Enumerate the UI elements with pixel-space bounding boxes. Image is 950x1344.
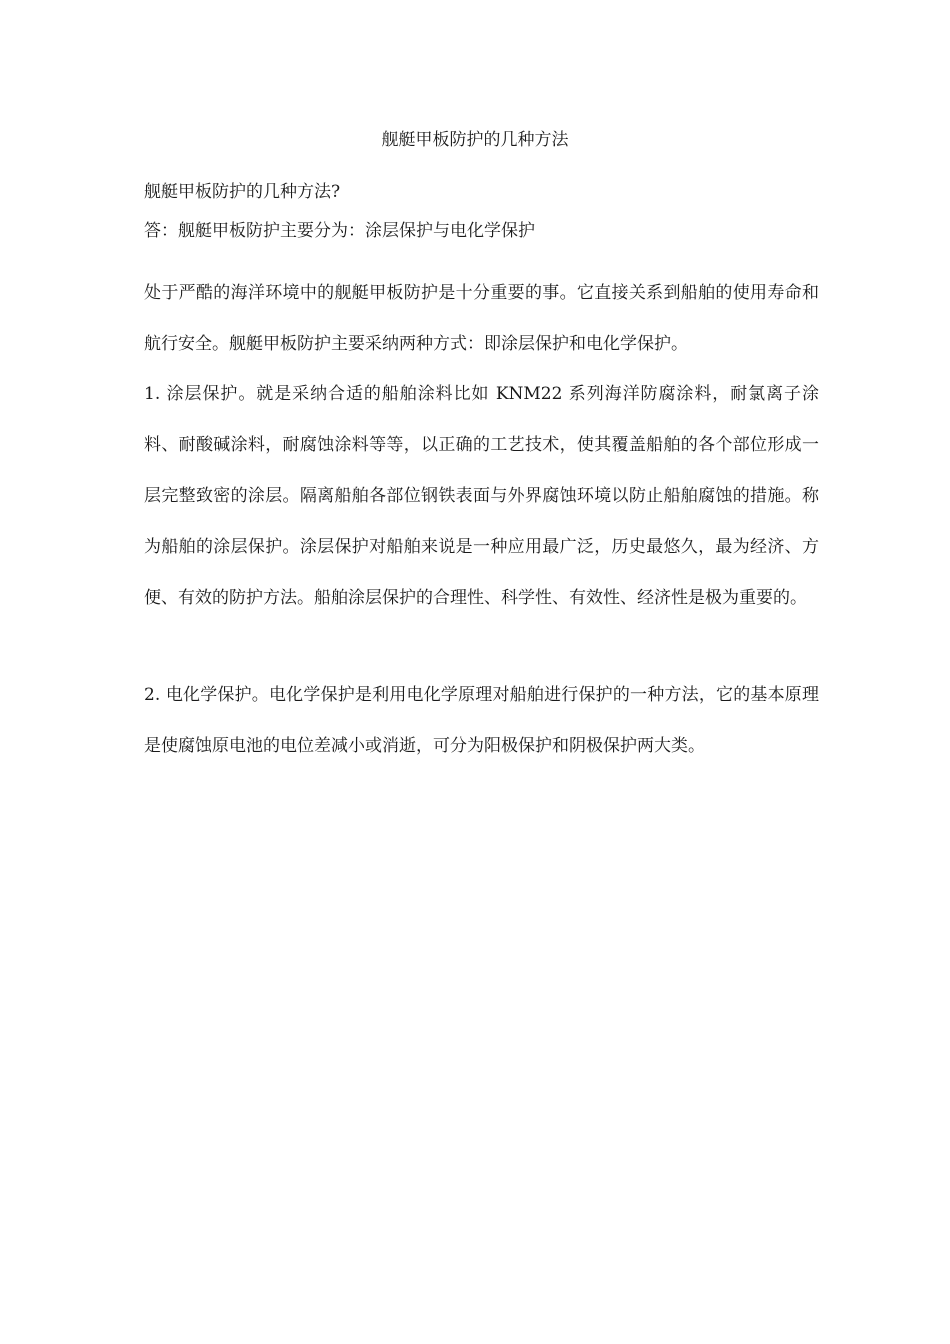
electrochemical-protection-paragraph: 2. 电化学保护。电化学保护是利用电化学原理对船舶进行保护的一种方法，它的基本原理是使腐蚀原电池的电位差减小或消逝，可分为阳极保护和阴极保护两大类。 <box>144 685 819 756</box>
document-title: 舰艇甲板防护的几种方法 <box>381 130 569 150</box>
coating-protection-paragraph: 1. 涂层保护。就是采纳合适的船舶涂料比如 KNM22 系列海洋防腐涂料，耐氯离子涂料、耐酸碱涂料，耐腐蚀涂料等等，以正确的工艺技术，使其覆盖船舶的各个部位形成一层完整致密的涂层。隔离船舶各部位钢铁表面与外界腐蚀环境以防止船舶腐蚀的措施。称为船舶的涂层保护。涂层保护对船舶来说是一种应用最广泛，历史最悠久，最为经济、方便、有效的防护方法。船舶涂层保护的合理性、科学性、有效性、经济性是极为重要的。 <box>144 384 819 608</box>
question-line: 舰艇甲板防护的几种方法? <box>144 182 341 202</box>
intro-paragraph: 处于严酷的海洋环境中的舰艇甲板防护是十分重要的事。它直接关系到船舶的使用寿命和航行安全。舰艇甲板防护主要采纳两种方式：即涂层保护和电化学保护。 <box>144 283 819 354</box>
answer-line: 答：舰艇甲板防护主要分为：涂层保护与电化学保护 <box>144 221 535 241</box>
